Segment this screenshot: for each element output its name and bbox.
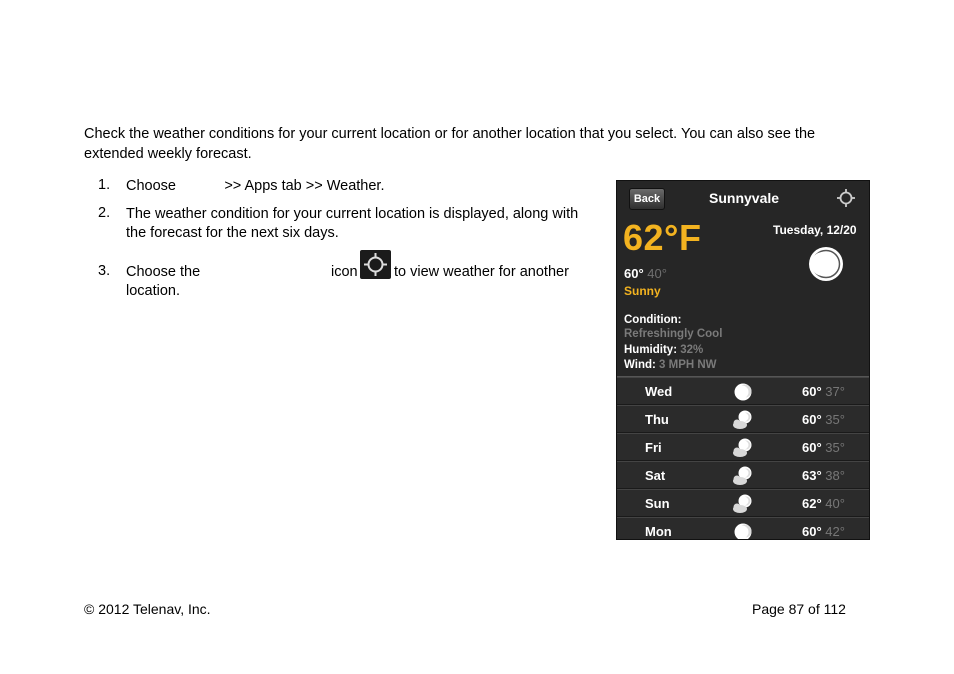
- wind-label: Wind:: [624, 359, 656, 371]
- forecast-high: 60°: [802, 384, 822, 399]
- step-text: Choose >> Apps tab >> Weather.: [126, 178, 385, 194]
- forecast-day: Thu: [645, 412, 669, 427]
- forecast-low: 42°: [825, 524, 845, 539]
- partly-cloudy-icon: [731, 437, 755, 459]
- forecast-low: 37°: [825, 384, 845, 399]
- high-low: [624, 266, 667, 281]
- forecast-high: 60°: [802, 440, 822, 455]
- low-temp: 40°: [647, 266, 667, 281]
- step-number: 1.: [98, 177, 111, 193]
- city-title: Sunnyvale: [709, 190, 780, 206]
- condition-short: Sunny: [624, 284, 661, 298]
- step-text: Choose the: [126, 264, 201, 280]
- current-temperature: 62°F: [623, 217, 702, 258]
- step-text: to view weather for another: [394, 264, 569, 280]
- forecast-row: [617, 489, 869, 517]
- forecast-temps: [802, 440, 845, 455]
- forecast-high: 62°: [802, 496, 822, 511]
- moon-icon: [731, 381, 755, 403]
- forecast-high: 63°: [802, 468, 822, 483]
- forecast-low: 35°: [825, 440, 845, 455]
- forecast-high: 60°: [802, 412, 822, 427]
- forecast-temps: [802, 496, 845, 511]
- moon-icon: [807, 245, 845, 283]
- crosshair-location-icon: [360, 250, 391, 279]
- app-header: [617, 181, 869, 217]
- step-text: The weather condition for your current location is displayed, along with the forecast for the next six days.: [126, 206, 579, 241]
- moon-icon: [731, 521, 755, 540]
- forecast-day: Fri: [645, 440, 662, 455]
- step-number: 2.: [98, 205, 111, 221]
- forecast-day: Wed: [645, 384, 673, 399]
- humidity-value: 32%: [680, 344, 704, 356]
- forecast-day: Sat: [645, 468, 666, 483]
- forecast-low: 35°: [825, 412, 845, 427]
- forecast-low: 40°: [825, 496, 845, 511]
- step-text: icon: [331, 264, 358, 280]
- weather-app-screenshot: [616, 180, 870, 540]
- forecast-row: [617, 517, 869, 540]
- wind-row: [624, 359, 717, 371]
- humidity-label: Humidity:: [624, 344, 678, 356]
- forecast-temps: [802, 468, 845, 483]
- humidity-row: [624, 344, 703, 356]
- forecast-day: Sun: [645, 496, 670, 511]
- forecast-high: 60°: [802, 524, 822, 539]
- forecast-day: Mon: [645, 524, 672, 539]
- forecast-row: [617, 405, 869, 433]
- forecast-row: [617, 377, 869, 405]
- forecast-temps: [802, 524, 845, 539]
- step-number: 3.: [98, 263, 111, 279]
- intro-paragraph: Check the weather conditions for your current location or for another location that you select. You can also see the extended weekly forecast.: [84, 126, 816, 162]
- wind-value: 3 MPH NW: [659, 359, 717, 371]
- partly-cloudy-icon: [731, 493, 755, 515]
- forecast-temps: [802, 412, 845, 427]
- forecast-temps: [802, 384, 845, 399]
- partly-cloudy-icon: [731, 409, 755, 431]
- forecast-row: [617, 433, 869, 461]
- condition-value: Refreshingly Cool: [624, 328, 723, 340]
- high-temp: 60°: [624, 266, 644, 281]
- crosshair-location-icon[interactable]: [836, 188, 856, 208]
- forecast-row: [617, 461, 869, 489]
- back-button[interactable]: Back: [629, 188, 665, 210]
- copyright: © 2012 Telenav, Inc.: [84, 601, 211, 617]
- step-text: location.: [126, 283, 181, 299]
- forecast-low: 38°: [825, 468, 845, 483]
- date-label: Tuesday, 12/20: [773, 223, 857, 237]
- page-number: Page 87 of 112: [752, 601, 846, 617]
- forecast-list: [617, 377, 869, 540]
- partly-cloudy-icon: [731, 465, 755, 487]
- condition-label: Condition:: [624, 314, 682, 326]
